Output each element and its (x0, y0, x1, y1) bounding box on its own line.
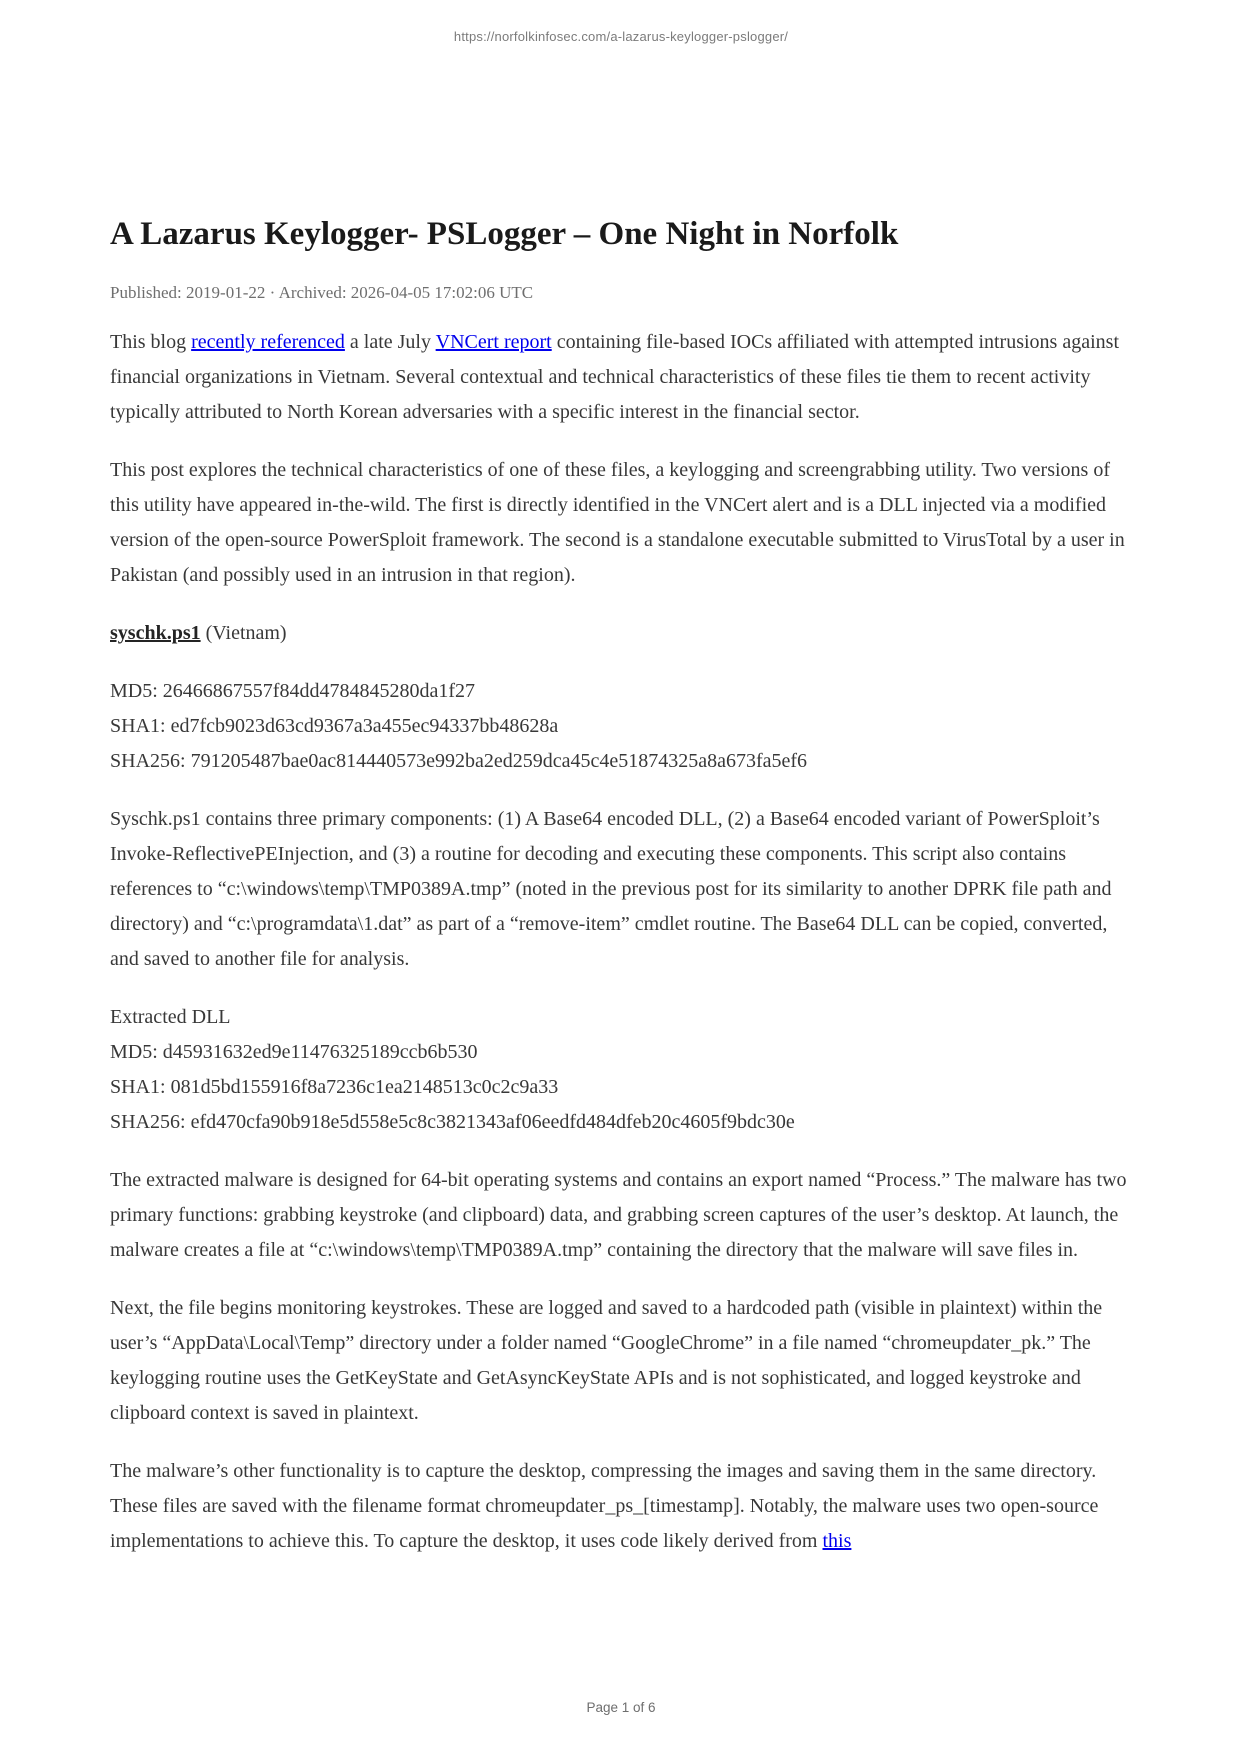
recently-referenced-link[interactable]: recently referenced (191, 331, 345, 353)
intro-text-lead: This blog (110, 331, 192, 353)
screen-capture-text: The malware’s other functionality is to capture the desktop, compressing the images and saving them in the same directory. These files are saved with the filename format chromeupdater_ps_[timestamp]. Notably, the malware uses two open-source implementations to achieve this. To capture the desktop, it uses code likely derived from (110, 1460, 1099, 1552)
extracted-dll-sha1-hash: SHA1: 081d5bd155916f8a7236c1ea2148513c0c2c9a33 (110, 1076, 559, 1098)
extracted-dll-md5-hash: MD5: d45931632ed9e11476325189ccb6b530 (110, 1041, 478, 1063)
print-header-url: https://norfolkinfosec.com/a-lazarus-keylogger-pslogger/ (453, 29, 789, 44)
screen-capture-paragraph (110, 1454, 1136, 1559)
extracted-dll-hash-block (110, 1000, 1136, 1140)
keylogging-paragraph: Next, the file begins monitoring keystrokes. These are logged and saved to a hardcoded path (visible in plaintext) within the user’s “AppData\Local\Temp” directory under a folder named “GoogleChrome” in a file named “chromeupdater_pk.” The keylogging routine uses the GetKeyState and GetAsyncKeyState APIs and is not sophisticated, and logged keystroke and clipboard context is saved in plaintext. (110, 1297, 1103, 1424)
syschk-md5-hash: MD5: 26466867557f84dd4784845280da1f27 (110, 680, 475, 702)
syschk-filename: syschk.ps1 (110, 622, 201, 644)
extracted-dll-sha256-hash: SHA256: efd470cfa90b918e5d558e5c8c3821343af06eedfd484dfeb20c4605f9bdc30e (110, 1111, 795, 1133)
this-source-link[interactable]: this (822, 1530, 852, 1552)
malware-overview-paragraph: The extracted malware is designed for 64-bit operating systems and contains an export named “Process.” The malware has two primary functions: grabbing keystroke (and clipboard) data, and grabbing screen captures of the user’s desktop. At launch, the malware creates a file at “c:\windows\temp\TMP0389A.tmp” containing the directory that the malware will save files in. (110, 1169, 1127, 1261)
syschk-analysis-paragraph: Syschk.ps1 contains three primary components: (1) A Base64 encoded DLL, (2) a Base64 encoded variant of PowerSploit’s Invoke-ReflectivePEInjection, and (3) a routine for decoding and executing these components. This script also contains references to “c:\windows\temp\TMP0389A.tmp” (noted in the previous post for its similarity to another DPRK file path and directory) and “c:\programdata\1.dat” as part of a “remove-item” cmdlet routine. The Base64 DLL can be copied, converted, and saved to another file for analysis. (110, 808, 1112, 970)
overview-paragraph: This post explores the technical characteristics of one of these files, a keylogging and screengrabbing utility. Two versions of this utility have appeared in-the-wild. The first is directly identified in the VNCert alert and is a DLL injected via a modified version of the open-source PowerSploit framework. The second is a standalone executable submitted to VirusTotal by a user in Pakistan (and possibly used in an intrusion in that region). (110, 459, 1125, 586)
article (110, 214, 1136, 1582)
syschk-hash-block (110, 674, 1136, 779)
extracted-dll-label: Extracted DLL (110, 1006, 231, 1028)
syschk-heading-suffix: (Vietnam) (200, 622, 287, 644)
published-archived-line: Published: 2019-01-22 · Archived: 2026-04-05 17:02:06 UTC (110, 283, 534, 302)
syschk-sha256-hash: SHA256: 791205487bae0ac814440573e992ba2ed259dca45c4e51874325a8a673fa5ef6 (110, 750, 808, 772)
intro-text-rest: containing file-based IOCs affiliated with attempted intrusions against financial organizations in Vietnam. Several contextual and technical characteristics of these files tie them to recent activity typically attributed to North Korean adversaries with a specific interest in the financial sector. (110, 331, 1119, 423)
print-footer-page-number: Page 1 of 6 (586, 1700, 656, 1715)
syschk-sha1-hash: SHA1: ed7fcb9023d63cd9367a3a455ec94337bb48628a (110, 715, 559, 737)
intro-text-mid: a late July (344, 331, 436, 353)
vncert-report-link[interactable]: VNCert report (435, 331, 552, 353)
page-title: A Lazarus Keylogger- PSLogger – One Night in Norfolk (110, 216, 899, 252)
intro-paragraph (110, 325, 1136, 430)
syschk-section-heading (110, 616, 1136, 651)
